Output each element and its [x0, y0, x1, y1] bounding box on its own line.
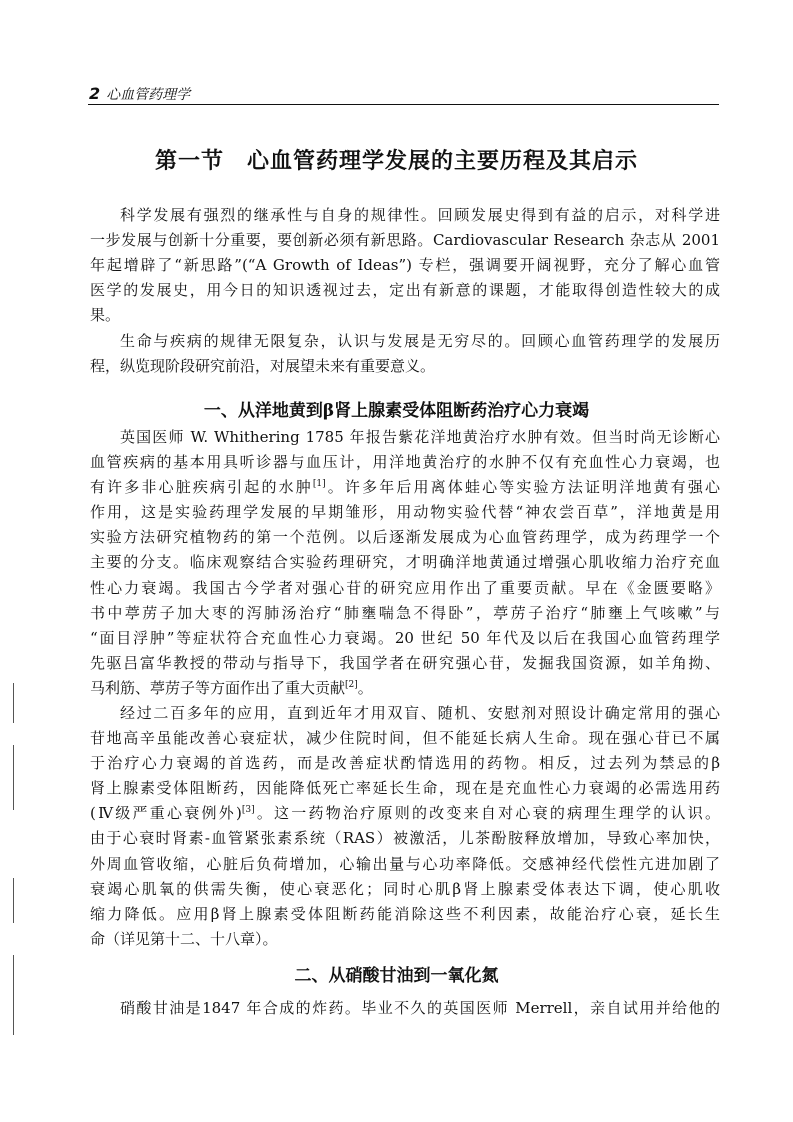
text-line — [90, 726, 720, 751]
text-line — [90, 902, 720, 927]
line-text: 主要的分支。临床观察结合实验药理研究，才明确洋地黄通过增强心肌收缩力治疗充血 — [90, 553, 720, 572]
text-line — [90, 354, 720, 379]
header-rule — [88, 104, 719, 105]
line-text: 有许多非心脏疾病引起的水肿 — [90, 478, 313, 497]
line-text: 作用，这是实验药理学发展的早期雏形，用动物实验代替“神农尝百草”，洋地黄是用 — [90, 503, 720, 522]
text-line — [90, 626, 720, 651]
text-line — [90, 450, 720, 475]
section-title: 第一节 心血管药理学发展的主要历程及其启示 — [154, 149, 638, 174]
paragraph — [90, 425, 720, 701]
citation-superscript: [1] — [312, 479, 326, 490]
scan-artifact-line — [13, 745, 14, 810]
line-text: 由于心衰时肾素-血管紧张素系统（RAS）被激活，儿茶酚胺释放增加，导致心率加快， — [90, 829, 720, 848]
text-line — [90, 676, 720, 701]
line-text: 外周血管收缩，心脏后负荷增加，心输出量与心功率降低。交感神经代偿性亢进加剧了 — [90, 854, 720, 873]
line-text: 于治疗心力衰竭的首选药，而是改善症状酌情选用的药物。相反，过去列为禁忌的β — [90, 754, 720, 773]
line-text: 。许多年后用离体蛙心等实验方法证明洋地黄有强心 — [325, 478, 720, 497]
text-line — [90, 927, 720, 952]
running-header — [89, 84, 190, 104]
line-text: 先驱吕富华教授的带动与指导下，我国学者在研究强心苷，发掘我国资源，如羊角拗、 — [90, 653, 720, 672]
text-line — [90, 826, 720, 851]
text-line — [90, 550, 720, 575]
scan-artifact-line — [13, 955, 14, 1035]
text-line — [90, 500, 720, 525]
subheading-1: 一、从洋地黄到β肾上腺素受体阻断药治疗心力衰竭 — [203, 401, 590, 421]
citation-superscript: [2] — [345, 679, 358, 690]
text-line — [90, 877, 720, 902]
line-text: 年起增辟了“新思路”(“A Growth of Ideas”) 专栏，强调要开阔视野，充分了解心血管 — [90, 256, 720, 275]
line-text: 生命与疾病的规律无限复杂，认识与发展是无穷尽的。回顾心血管药理学的发展历 — [120, 332, 720, 350]
line-text: 经过二百多年的应用，直到近年才用双盲、随机、安慰剂对照设计确定常用的强心 — [120, 704, 720, 722]
paragraph — [90, 701, 720, 952]
text-line — [90, 852, 720, 877]
paragraph — [90, 996, 720, 1021]
line-text: 。这一药物治疗原则的改变来自对心衰的病理生理学的认识。 — [254, 804, 720, 823]
line-text: “面目浮肿”等症状符合充血性心力衰竭。20 世纪 50 年代及以后在我国心血管药理学 — [90, 628, 720, 647]
line-text: 硝酸甘油是1847 年合成的炸药。毕业不久的英国医师 Merrell，亲自试用并给他的 — [120, 999, 720, 1017]
text-line — [90, 651, 720, 676]
citation-superscript: [3] — [241, 805, 255, 816]
text-line — [90, 751, 720, 776]
line-text: 一步发展与创新十分重要，要创新必须有新思路。Cardiovascular Research 杂志从 2001 — [90, 231, 720, 250]
line-text: 缩力降低。应用β肾上腺素受体阻断药能消除这些不利因素，故能治疗心衰，延长生 — [90, 904, 720, 923]
page-number: 2 — [89, 84, 101, 103]
text-line — [90, 576, 720, 601]
line-text: 性心力衰竭。我国古今学者对强心苷的研究应用作出了重要贡献。早在《金匮要略》 — [90, 578, 720, 597]
text-line — [90, 601, 720, 626]
line-text: 实验方法研究植物药的第一个范例。以后逐渐发展成为心血管药理学，成为药理学一个 — [90, 528, 720, 547]
line-text: 医学的发展史，用今日的知识透视过去，定出有新意的课题，才能取得创造性较大的成 — [90, 281, 720, 300]
text-line — [90, 253, 720, 278]
text-line — [90, 203, 720, 228]
line-text: 书中葶苈子加大枣的泻肺汤治疗“肺壅喘急不得卧”，葶苈子治疗“肺壅上气咳嗽”与 — [90, 603, 720, 622]
text-line — [90, 701, 720, 726]
line-text: 血管疾病的基本用具听诊器与血压计，用洋地黄治疗的水肿不仅有充血性心力衰竭，也 — [90, 453, 720, 472]
line-text: 苷地高辛虽能改善心衰症状，减少住院时间，但不能延长病人生命。现在强心苷已不属 — [90, 729, 720, 748]
book-title: 心血管药理学 — [106, 87, 191, 103]
subheading-2: 二、从硝酸甘油到一氧化氮 — [294, 966, 499, 986]
line-text: 科学发展有强烈的继承性与自身的规律性。回顾发展史得到有益的启示，对科学进 — [120, 206, 720, 224]
line-text: (Ⅳ级严重心衰例外) — [90, 804, 242, 823]
text-line — [90, 278, 720, 303]
line-text: 。 — [357, 678, 373, 697]
scan-artifact-line — [13, 878, 14, 923]
text-line — [90, 776, 720, 801]
text-line — [90, 801, 720, 826]
text-line — [90, 425, 720, 450]
text-line — [90, 329, 720, 354]
scan-artifact-line — [13, 683, 14, 723]
line-text: 马利筋、葶苈子等方面作出了重大贡献 — [90, 678, 346, 697]
text-line — [90, 228, 720, 253]
line-text: 果。 — [90, 306, 121, 325]
paragraph — [90, 329, 720, 379]
line-text: 英国医师 W. Whithering 1785 年报告紫花洋地黄治疗水肿有效。但当时尚无诊断心 — [120, 428, 720, 446]
line-text: 程，纵览现阶段研究前沿，对展望未来有重要意义。 — [90, 357, 436, 376]
line-text: 肾上腺素受体阻断药，因能降低死亡率延长生命，现在是充血性心力衰竭的必需选用药 — [90, 779, 720, 798]
text-line — [90, 475, 720, 500]
line-text: 命（详见第十二、十八章）。 — [90, 929, 278, 948]
paragraph — [90, 203, 720, 328]
text-line — [90, 525, 720, 550]
text-line — [90, 996, 720, 1021]
line-text: 衰竭心肌氧的供需失衡，使心衰恶化；同时心肌β肾上腺素受体表达下调，使心肌收 — [90, 879, 720, 898]
text-line — [90, 303, 720, 328]
